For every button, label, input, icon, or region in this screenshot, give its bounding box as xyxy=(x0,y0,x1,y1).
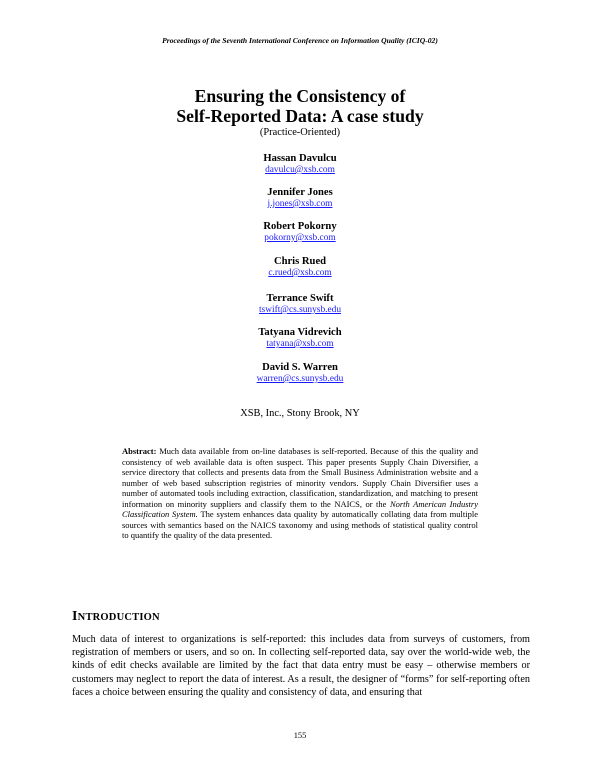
author-email-link[interactable]: davulcu@xsb.com xyxy=(265,165,335,175)
author-block-0 xyxy=(0,153,600,176)
author-block-4 xyxy=(0,293,600,316)
body-paragraph: Much data of interest to organizations is self-reported: this includes data from surveys of customers, from registration of members or users, and so on. In collecting self-reported data, say over the world-wide web, the kinds of edit checks available are limited by the fact that data entry must be easy – otherwise members or customers may neglect to report the data of interest. As a result, the designer of “forms” for self-reporting often faces a choice between ensuring the quality and consistency of data, and ensuring that xyxy=(72,634,530,698)
author-block-5 xyxy=(0,327,600,350)
abstract-text-2: The system enhances data quality by automatically collating data from multiple sources with semantics based on the NAICS taxonomy and using methods of statistical quality control to quantify the quality of the data presented. xyxy=(122,509,478,541)
author-email-link[interactable]: c.rued@xsb.com xyxy=(268,268,332,278)
author-email-link[interactable]: tswift@cs.sunysb.edu xyxy=(258,305,342,315)
abstract-italic: North American Industry Classification System. xyxy=(122,498,478,520)
page-number: 155 xyxy=(293,731,307,740)
author-block-6 xyxy=(0,362,600,385)
abstract-label: Abstract: xyxy=(122,446,157,456)
title-line-1: Ensuring the Consistency of xyxy=(194,86,406,106)
author-name: Tatyana Vidrevich xyxy=(258,327,342,338)
running-header: Proceedings of the Seventh International Conference on Information Quality (ICIQ-02) xyxy=(162,36,438,45)
author-name: Hassan Davulcu xyxy=(263,153,337,164)
author-block-3 xyxy=(0,256,600,279)
abstract-text-1: Much data available from on-line databases is self-reported. Because of this the quality and consistency of web available data is often suspect. This paper presents Supply Chain Diversifier, a service directory that collects and presents data from the Small Business Administration website and a number of web based subscription registries of minority vendors. Supply Chain Diversifier uses a number of automated tools including extraction, classification, standardization, and matching to present information on minority suppliers and classify them to the NAICS, or the xyxy=(122,446,478,509)
author-name: David S. Warren xyxy=(262,362,338,373)
author-block-2 xyxy=(0,221,600,244)
section-first-letter: I xyxy=(72,609,78,624)
title-line-2: Self-Reported Data: A case study xyxy=(176,106,424,126)
author-email-link[interactable]: j.jones@xsb.com xyxy=(267,199,333,209)
author-name: Terrance Swift xyxy=(266,293,334,304)
abstract xyxy=(122,446,478,541)
paper-title xyxy=(0,86,600,126)
section-heading-introduction xyxy=(72,609,160,625)
author-name: Jennifer Jones xyxy=(267,187,333,198)
author-block-1 xyxy=(0,187,600,210)
author-name: Chris Rued xyxy=(273,256,327,267)
paper-subtitle: (Practice-Oriented) xyxy=(259,127,341,138)
author-email-link[interactable]: tatyana@xsb.com xyxy=(266,339,334,349)
author-name: Robert Pokorny xyxy=(263,221,337,232)
author-email-link[interactable]: pokorny@xsb.com xyxy=(264,233,336,243)
affiliation: XSB, Inc., Stony Brook, NY xyxy=(240,408,360,419)
author-email-link[interactable]: warren@cs.sunysb.edu xyxy=(256,374,344,384)
section-rest: NTRODUCTION xyxy=(77,612,160,623)
